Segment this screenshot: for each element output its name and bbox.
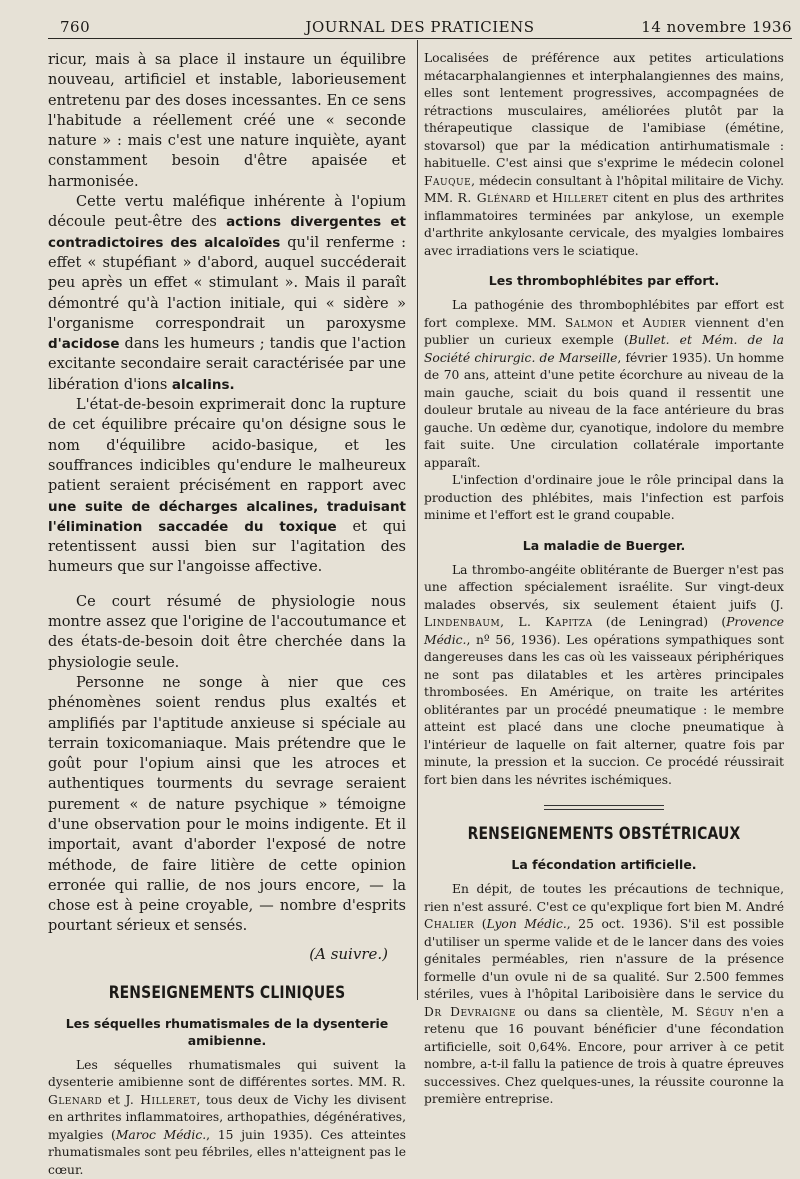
paragraph: Localisées de préférence aux petites articulations métacarphalangiennes et interphalangiennes des mains, elles sont lentement progressives, accompagnées de rétractions musculaires, améliorées plutôt par la thérapeutique classique de l'amibiase (émétine, stovarsol) que par la médication antirhumatismale : habituelle. C'est ainsi que s'exprime le médecin colonel Fauque, médecin consultant à l'hôpital militaire de Vichy. MM. R. Glénard et Hilleret citent en plus des arthrites inflammatoires terminées par ankylose, un exemple d'arthrite ankylosante cervicale, des myalgies lombaires avec irradiations vers le sciatique. [424, 51, 784, 258]
section-heading: RENSEIGNEMENTS OBSTÉTRICAUX [467, 824, 741, 844]
journal-title: JOURNAL DES PRATICIENS [305, 18, 535, 36]
section-heading: RENSEIGNEMENTS CLINIQUES [108, 982, 346, 1003]
paragraph: Cette vertu maléfique inhérente à l'opium découle peut-être des actions divergentes et contradictoires des alcaloïdes qu'il renferme : effet « stupéfiant » d'abord, auquel succéderait peu après un effet « stimulant ». Mais il paraît démontré qu'à l'action initiale, qui « sidère » l'organisme correspondrait un paroxysme d'acidose dans les humeurs ; tandis que l'action excitante secondaire serait caractérisée par une libération d'ions alcalins. [48, 194, 406, 393]
paragraph: Personne ne songe à nier que ces phénomènes soient rendus plus exaltés et amplifiés par l'aptitude anxieuse si spéciale au terrain toxicomaniaque. Mais prétendre que le goût pour l'opium ainsi que les atroces et authentiques tourments du sevrage seraient purement « de nature psychique » témoigne d'une observation pour le moins indigente. Et il importait, avant d'aborder l'exposé de notre méthode, de faire litière de cette opinion erronée qui rallie, de nos jours encore, — la chose est à peine croyable, — nombre d'esprits pourtant sérieux et sensés. [48, 674, 406, 935]
article-heading: La fécondation artificielle. [511, 857, 697, 872]
running-header [48, 14, 792, 38]
paragraph: ricur, mais à sa place il instaure un équilibre nouveau, artificiel et instable, laborieusement entretenu par des doses incessantes. En ce sens l'habitude a réellement créé une « seconde nature » : mais c'est une nature inquiète, ayant constamment besoin d'être apaisée et harmonisée. [48, 52, 406, 190]
article-heading: Les séquelles rhumatismales de la dysenterie amibienne. [65, 1015, 389, 1048]
header-rule [48, 38, 792, 39]
paragraph: La pathogénie des thrombophlébites par effort est fort complexe. MM. Salmon et Audier viennent d'en publier un curieux exemple (Bullet. et Mém. de la Société chirurgic. de Marseille, février 1935). Un homme de 70 ans, atteint d'une petite écorchure au niveau de la main gauche, sciait du bois quand il ressentit une douleur brutale au niveau de la face antérieure du bras gauche. Un œdème dur, cyanotique, indolore du membre fait suite. Une circulation collatérale importante apparaît. [424, 298, 785, 470]
paragraph: L'état-de-besoin exprimerait donc la rupture de cet équilibre précaire qu'on désigne sous le nom d'équilibre acido-basique, et les souffrances indicibles qu'endure le malheureux patient seraient précisément en rapport avec une suite de décharges alcalines, traduisant l'élimination saccadée du toxique et qui retentissent aussi bien sur l'agitation des humeurs que sur l'angoisse affective. [48, 397, 406, 576]
left-column [48, 50, 406, 1179]
article-body [48, 1057, 406, 1179]
article-heading: La maladie de Buerger. [522, 537, 686, 553]
page-number: 760 [60, 18, 91, 36]
article-heading: Les thrombophlébites par effort. [488, 273, 720, 288]
column-divider [417, 40, 418, 1000]
paragraph: Les séquelles rhumatismales qui suivent la dysenterie amibienne sont de différentes sortes. MM. R. Glenard et J. Hilleret, tous deux de Vichy les divisent en arthrites inflammatoires, arthopathies, dégénératives, myalgies (Maroc Médic., 15 juin 1935). Ces atteintes rhumatismales sont peu fébriles, elles n'atteignent pas le cœur. [48, 1057, 406, 1177]
section-separator [544, 805, 664, 810]
paragraph: La thrombo-angéite oblitérante de Buerger n'est pas une affection spécialement israélite. Sur vingt-deux malades observés, six seulement étaient juifs (J. Lindenbaum, L. Kapitza (de Leningrad) (Provence Médic., nº 56, 1936). Les opérations sympathiques sont dangereuses dans les cas où les vaisseaux périphériques ne sont pas dilatables et les artères principales thrombosées. En Amérique, on traite les artérites oblitérantes par un procédé pneumatique : le membre atteint est placé dans une cloche pneumatique à l'intérieur de laquelle on fait alterner, quatre fois par minute, la pression et la succion. Ce procédé réussirait fort bien dans les névrites ischémiques. [424, 562, 784, 787]
article-body [424, 50, 784, 260]
paragraph: L'infection d'ordinaire joue le rôle principal dans la production des phlébites, mais l'infection est parfois minime et l'effort est le grand coupable. [424, 473, 784, 522]
continuation-note: (A suivre.) [309, 944, 388, 963]
issue-date: 14 novembre 1936 [641, 18, 792, 36]
paragraph: Ce court résumé de physiologie nous montre assez que l'origine de l'accoutumance et des états-de-besoin doit être cherchée dans la physiologie seule. [48, 593, 406, 671]
article-body [424, 881, 784, 1109]
article-body [424, 562, 784, 790]
article-body [424, 297, 784, 525]
paragraph: En dépit, de toutes les précautions de technique, rien n'est assuré. C'est ce qu'explique fort bien M. André Chalier (Lyon Médic., 25 oct. 1936). S'il est possible d'utiliser un sperme valide et de le lancer dans des voies génitales perméables, rien n'assure de la présence formelle d'un ovule ni de sa qualité. Sur 2.500 femmes stériles, vues à l'hôpital Lariboisière dans le service du Dr Devraigne ou dans sa clientèle, M. Séguy n'en a retenu que 16 pouvant bénéficier d'une fécondation artificielle, soit 0,64%. Encore, pour arriver à ce petit nombre, a-t-il fallu la patience de trois à quatre épreuves successives. Chez quelques-unes, la réussite couronne la première entreprise. [424, 882, 784, 1106]
right-column [424, 50, 784, 1109]
